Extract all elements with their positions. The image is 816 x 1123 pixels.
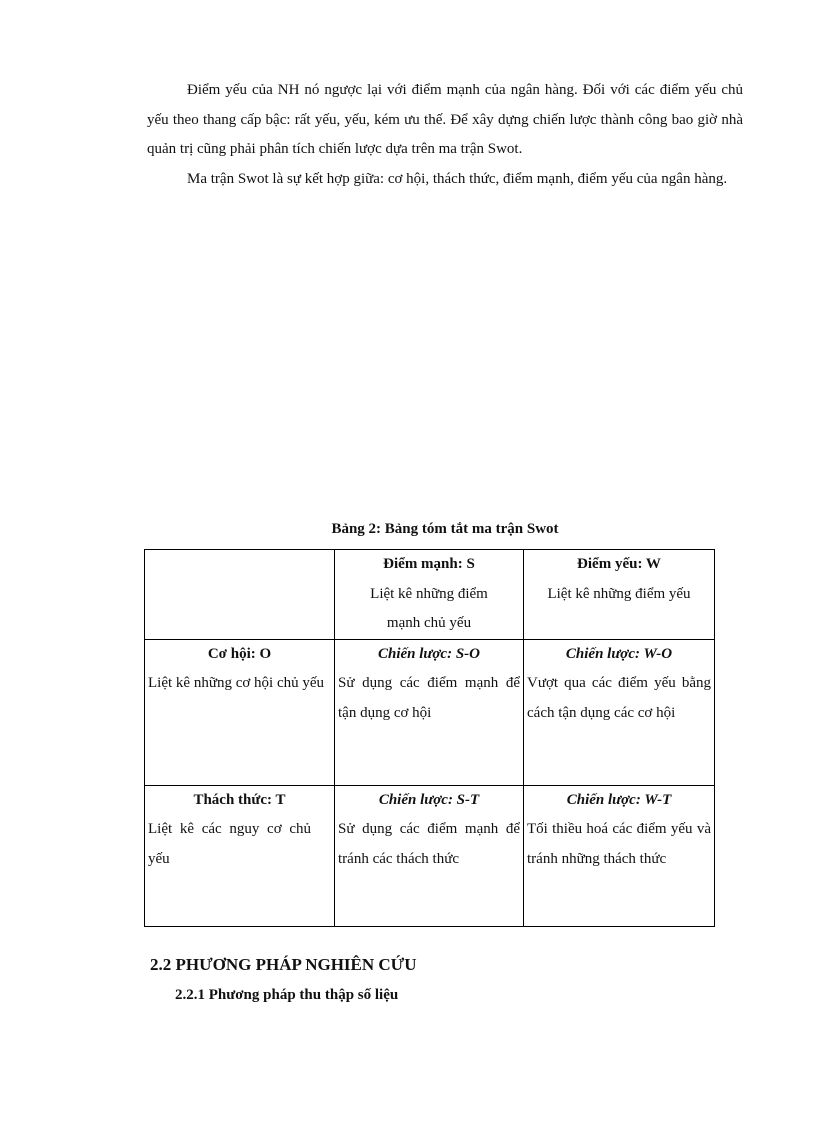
wt-strategy-title: Chiến lược: W-T xyxy=(566,791,672,808)
opportunity-description: Liệt kê những cơ hội chủ yếu xyxy=(148,675,325,691)
weakness-cell xyxy=(524,550,715,640)
paragraph-swot-definition: Ma trận Swot là sự kết hợp giữa: cơ hội, thách thức, điểm mạnh, điểm yếu của ngân hàng. xyxy=(187,171,728,187)
weakness-header: Điểm yếu: W xyxy=(577,556,661,572)
swot-table xyxy=(144,549,715,927)
table-row xyxy=(145,785,715,926)
section-heading: 2.2 PHƯƠNG PHÁP NGHIÊN CỨU xyxy=(150,955,417,974)
threat-header: Thách thức: T xyxy=(193,791,286,808)
so-strategy-title: Chiến lược: S-O xyxy=(377,645,481,662)
threat-description: Liệt kê các nguy cơ chủ yếu xyxy=(148,821,311,867)
so-strategy-cell xyxy=(335,639,524,785)
opportunity-header: Cơ hội: O xyxy=(207,645,272,662)
strength-description: Liệt kê những điểm mạnh chủ yếu xyxy=(370,585,488,631)
strength-header: Điểm mạnh: S xyxy=(383,556,475,572)
empty-corner-cell xyxy=(145,550,335,640)
st-strategy-description: Sử dụng các điểm mạnh để tránh các thách thức xyxy=(338,821,520,867)
so-strategy-description: Sử dụng các điểm mạnh để tận dụng cơ hội xyxy=(338,675,520,721)
st-strategy-cell xyxy=(335,785,524,926)
wt-strategy-cell xyxy=(524,785,715,926)
weakness-description: Liệt kê những điểm yếu xyxy=(547,585,691,602)
wt-strategy-description: Tối thiều hoá các điểm yếu và tránh những thách thức xyxy=(527,821,711,867)
wo-strategy-description: Vượt qua các điểm yếu bằng cách tận dụng các cơ hội xyxy=(527,675,711,721)
paragraph-weaknesses: Điểm yếu của NH nó ngược lại với điểm mạnh của ngân hàng. Đối với các điểm yếu chủ yếu theo thang cấp bậc: rất yếu, yếu, kém ưu thế. Để xây dựng chiến lược thành công bao giờ nhà quản trị cũng phải phân tích chiến lược dựa trên ma trận Swot. xyxy=(147,82,743,157)
opportunity-cell xyxy=(145,639,335,785)
subsection-heading: 2.2.1 Phương pháp thu thập số liệu xyxy=(175,987,399,1003)
table-row xyxy=(145,639,715,785)
wo-strategy-cell xyxy=(524,639,715,785)
threat-cell xyxy=(145,785,335,926)
strength-cell xyxy=(335,550,524,640)
table-caption: Bảng 2: Bảng tóm tắt ma trận Swot xyxy=(331,521,559,537)
table-row xyxy=(145,550,715,640)
wo-strategy-title: Chiến lược: W-O xyxy=(565,645,673,662)
st-strategy-title: Chiến lược: S-T xyxy=(378,791,480,808)
